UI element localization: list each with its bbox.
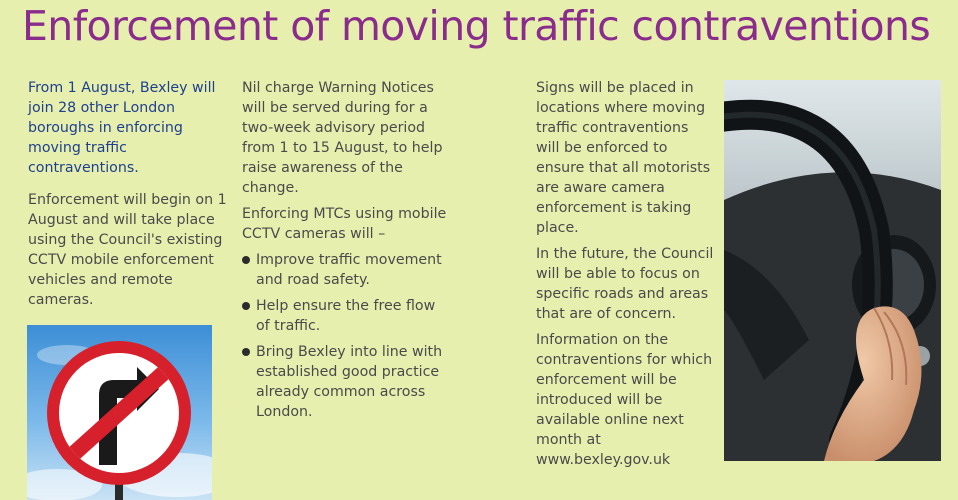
signs-paragraph: Signs will be placed in locations where moving traffic contraventions will be enforced to ensure that all motorists are aware camera enforcement is taking place.	[536, 80, 711, 236]
bullet-icon	[242, 302, 250, 310]
steering-wheel-photo	[724, 80, 941, 461]
no-right-turn-sign-photo	[27, 325, 212, 500]
bullet-icon	[242, 256, 250, 264]
benefits-list	[242, 250, 452, 422]
lead-paragraph: From 1 August, Bexley will join 28 other London boroughs in enforcing moving traffic contraventions.	[28, 80, 216, 176]
page-title: Enforcement of moving traffic contraventions	[22, 2, 931, 50]
list-item: Bring Bexley into line with established good practice already common across London.	[242, 342, 452, 422]
column-1	[28, 78, 228, 316]
list-item: Help ensure the free flow of traffic.	[242, 296, 452, 336]
future-focus-paragraph: In the future, the Council will be able to focus on specific roads and areas that are of concern.	[536, 246, 714, 322]
list-item: Improve traffic movement and road safety.	[242, 250, 452, 290]
column-2	[242, 78, 452, 428]
column-3	[536, 78, 716, 476]
enforcement-start-paragraph: Enforcement will begin on 1 August and will take place using the Council's existing CCTV mobile enforcement vehicles and remote cameras.	[28, 192, 227, 308]
warning-notices-paragraph: Nil charge Warning Notices will be served during for a two-week advisory period from 1 to 15 August, to help raise awareness of the change.	[242, 80, 443, 196]
bullet-icon	[242, 348, 250, 356]
list-heading: Enforcing MTCs using mobile CCTV cameras will –	[242, 206, 447, 242]
more-info-paragraph: Information on the contraventions for which enforcement will be introduced will be available online next month at www.bexley.gov.uk	[536, 332, 713, 468]
